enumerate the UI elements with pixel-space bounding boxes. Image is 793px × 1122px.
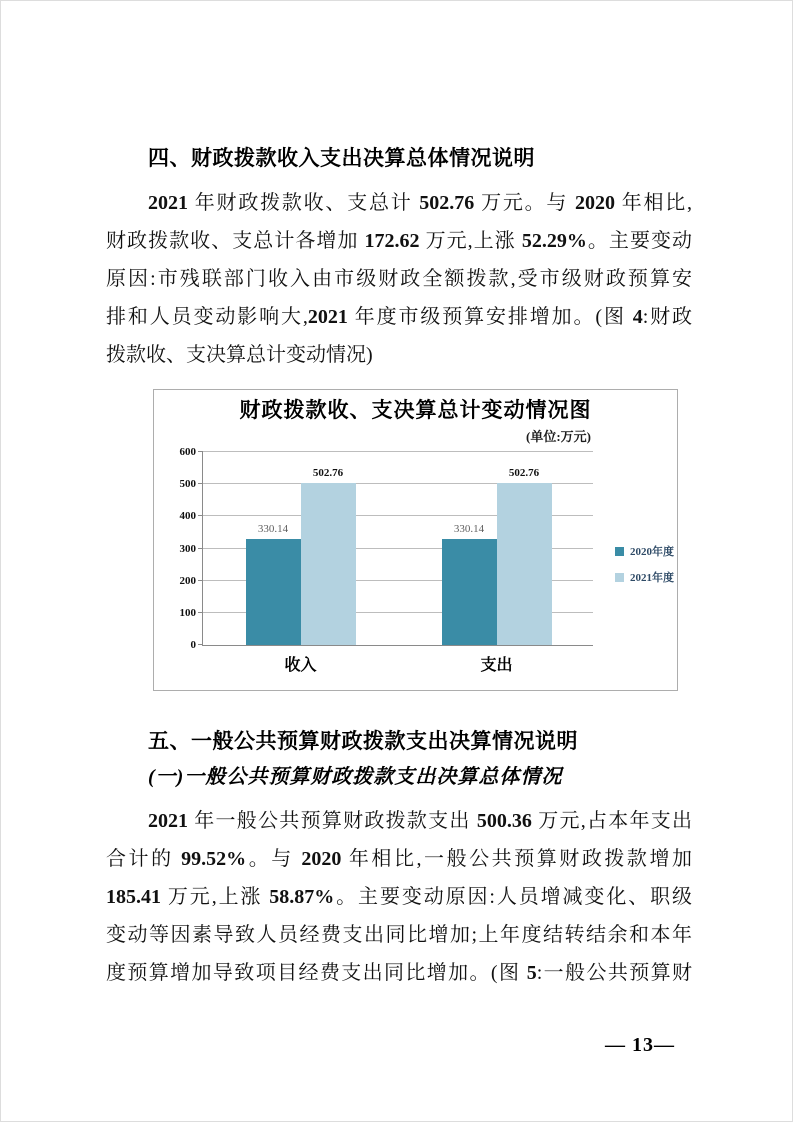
y-axis-tick <box>198 644 203 645</box>
y-axis-label: 500 <box>179 478 196 491</box>
y-axis-tick <box>198 548 203 549</box>
y-axis-tick <box>198 612 203 613</box>
bar-value-label: 502.76 <box>312 467 344 480</box>
bar-2020年度 <box>442 539 497 645</box>
bar-value-label: 330.14 <box>453 522 485 535</box>
bar-2020年度 <box>246 539 301 645</box>
legend-item <box>615 569 674 585</box>
bar-value-label: 502.76 <box>508 467 540 480</box>
chart-title: 财政拨款收、支决算总计变动情况图 <box>239 399 592 422</box>
x-axis-label: 支出 <box>480 657 513 674</box>
section5-heading: 五、一般公共预算财政拨款支出决算情况说明 <box>148 730 578 753</box>
page-number: — 13— <box>605 1034 675 1056</box>
chart-unit-label: (单位:万元) <box>526 429 591 444</box>
y-axis-label: 200 <box>179 574 196 587</box>
bar-chart <box>153 389 678 691</box>
bar-value-label: 330.14 <box>257 522 289 535</box>
paragraph-line: 排和人员变动影响大,2021 年度市级预算安排增加。(图 4:财政 <box>106 306 693 328</box>
x-axis-label: 收入 <box>284 657 317 674</box>
paragraph-line: 185.41 万元,上涨 58.87%。主要变动原因:人员增减变化、职级 <box>106 886 693 908</box>
legend-swatch <box>615 573 624 582</box>
section4-heading: 四、财政拨款收入支出决算总体情况说明 <box>148 147 535 170</box>
gridline <box>203 451 593 452</box>
legend-label: 2020年度 <box>630 546 674 558</box>
paragraph-line: 度预算增加导致项目经费支出同比增加。(图 5:一般公共预算财 <box>106 962 692 984</box>
chart-legend <box>615 543 674 595</box>
paragraph-line: 财政拨款收、支总计各增加 172.62 万元,上涨 52.29%。主要变动 <box>106 230 693 252</box>
y-axis-tick <box>198 580 203 581</box>
y-axis-tick <box>198 451 203 452</box>
paragraph-line: 原因:市残联部门收入由市级财政全额拨款,受市级财政预算安 <box>106 268 692 290</box>
paragraph-line: 拨款收、支决算总计变动情况) <box>106 344 373 366</box>
y-axis-tick <box>198 483 203 484</box>
paragraph-line: 变动等因素导致人员经费支出同比增加;上年度结转结余和本年 <box>106 924 692 946</box>
legend-item <box>615 543 674 559</box>
legend-swatch <box>615 547 624 556</box>
section5-paragraph <box>106 802 692 992</box>
paragraph-line: 2021 年财政拨款收、支总计 502.76 万元。与 2020 年相比, <box>148 192 693 214</box>
y-axis-label: 100 <box>179 606 196 619</box>
y-axis-label: 400 <box>179 510 196 523</box>
paragraph-line: 合计的 99.52%。与 2020 年相比,一般公共预算财政拨款增加 <box>106 848 693 870</box>
y-axis-label: 300 <box>179 542 196 555</box>
section4-paragraph <box>106 184 692 374</box>
y-axis-label: 0 <box>190 639 196 651</box>
legend-label: 2021年度 <box>630 572 674 584</box>
y-axis-tick <box>198 515 203 516</box>
plot-area <box>179 446 593 674</box>
y-axis-label: 600 <box>179 446 196 458</box>
section5-subheading: (一)一般公共预算财政拨款支出决算总体情况 <box>148 766 563 788</box>
bar-2021年度 <box>497 483 552 645</box>
bar-2021年度 <box>301 483 356 645</box>
paragraph-line: 2021 年一般公共预算财政拨款支出 500.36 万元,占本年支出 <box>148 810 693 832</box>
